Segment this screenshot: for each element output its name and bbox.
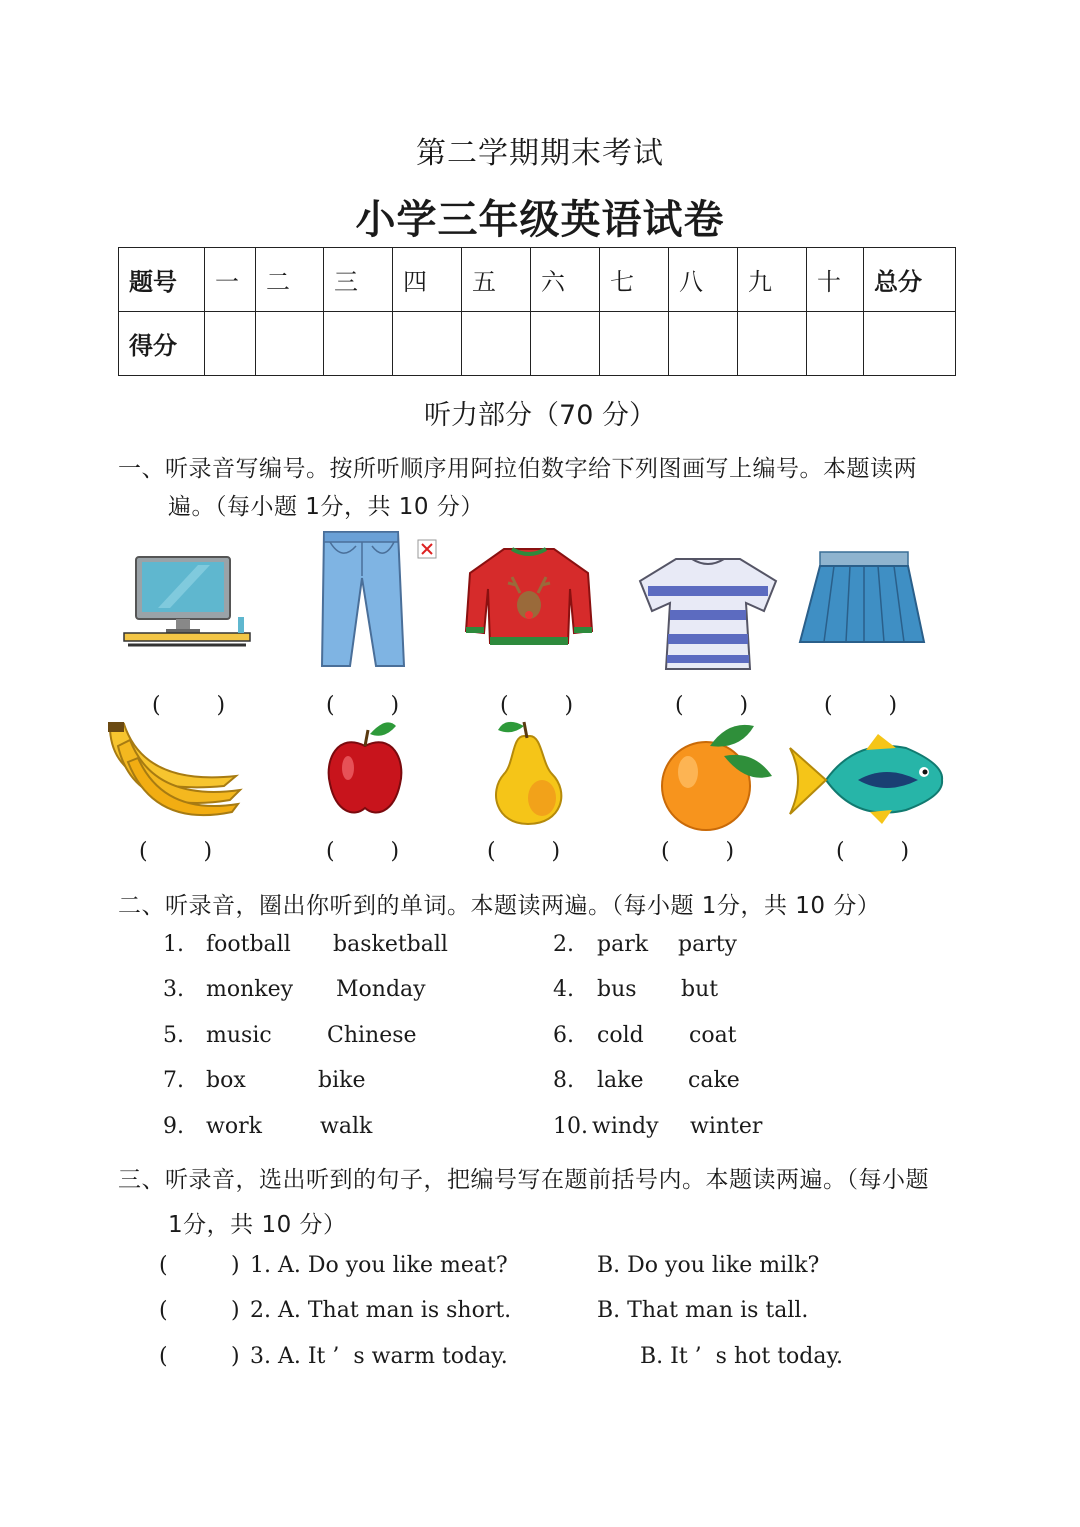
section1-instruction-line1: 一、听录音写编号。按所听顺序用阿拉伯数字给下列图画写上编号。本题读两 bbox=[118, 456, 917, 482]
s3-item1-close-paren[interactable]: ) bbox=[231, 1253, 240, 1278]
score-input-q10[interactable] bbox=[807, 312, 864, 376]
skirt-icon bbox=[796, 548, 928, 646]
apple-icon bbox=[324, 716, 406, 820]
s2-item3-word-b[interactable]: Monday bbox=[336, 977, 426, 1002]
fish-icon bbox=[786, 734, 946, 826]
score-cell-q7: 七 bbox=[600, 248, 669, 312]
s2-item8-word-b[interactable]: cake bbox=[688, 1068, 740, 1093]
score-cell-q8: 八 bbox=[669, 248, 738, 312]
s2-item10-num: 10. bbox=[553, 1114, 588, 1139]
s2-item1-num: 1. bbox=[163, 932, 184, 957]
score-input-q9[interactable] bbox=[738, 312, 807, 376]
s2-item1-word-b[interactable]: basketball bbox=[333, 932, 448, 957]
s2-item5-num: 5. bbox=[163, 1023, 184, 1048]
score-cell-label: 题号 bbox=[119, 248, 205, 312]
s3-item2-close-paren[interactable]: ) bbox=[231, 1298, 240, 1323]
score-input-q2[interactable] bbox=[256, 312, 324, 376]
s2-item3-num: 3. bbox=[163, 977, 184, 1002]
s2-item2-word-a[interactable]: park bbox=[597, 932, 649, 957]
section3-instruction-line1: 三、听录音，选出听到的句子，把编号写在题前括号内。本题读两遍。（每小题 bbox=[118, 1167, 929, 1193]
s2-item6-num: 6. bbox=[553, 1023, 574, 1048]
answer-blank-jeans[interactable]: ( ) bbox=[326, 693, 400, 718]
s3-item3-option-a: 3. A. It ’ s warm today. bbox=[250, 1344, 508, 1369]
banana-icon bbox=[104, 716, 246, 818]
score-input-q7[interactable] bbox=[600, 312, 669, 376]
score-cell-q9: 九 bbox=[738, 248, 807, 312]
computer-icon bbox=[118, 553, 254, 653]
orange-icon bbox=[658, 716, 776, 834]
section2-instruction: 二、听录音，圈出你听到的单词。本题读两遍。（每小题 1分，共 10 分） bbox=[118, 893, 881, 919]
score-cell-q5: 五 bbox=[462, 248, 531, 312]
score-cell-total: 总分 bbox=[864, 248, 956, 312]
s2-item6-word-b[interactable]: coat bbox=[689, 1023, 737, 1048]
answer-blank-computer[interactable]: ( ) bbox=[152, 693, 226, 718]
s2-item2-word-b[interactable]: party bbox=[678, 932, 737, 957]
section1-instruction-line2: 遍。（每小题 1分，共 10 分） bbox=[168, 494, 484, 520]
sweater-icon bbox=[460, 543, 598, 655]
s2-item8-word-a[interactable]: lake bbox=[597, 1068, 644, 1093]
s3-item1-option-a: 1. A. Do you like meat? bbox=[250, 1253, 508, 1278]
answer-blank-skirt[interactable]: ( ) bbox=[824, 693, 898, 718]
s2-item7-word-b[interactable]: bike bbox=[318, 1068, 366, 1093]
score-cell-q3: 三 bbox=[324, 248, 393, 312]
s2-item4-num: 4. bbox=[553, 977, 574, 1002]
exam-subtitle: 第二学期期末考试 bbox=[416, 136, 664, 171]
answer-blank-sweater[interactable]: ( ) bbox=[500, 693, 574, 718]
s3-item2-option-a: 2. A. That man is short. bbox=[250, 1298, 512, 1323]
s2-item1-word-a[interactable]: football bbox=[206, 932, 291, 957]
section3-instruction-line2: 1分，共 10 分） bbox=[168, 1212, 347, 1238]
s2-item10-word-a[interactable]: windy bbox=[592, 1114, 659, 1139]
score-input-q8[interactable] bbox=[669, 312, 738, 376]
s2-item9-word-a[interactable]: work bbox=[206, 1114, 262, 1139]
s2-item5-word-a[interactable]: music bbox=[206, 1023, 272, 1048]
score-cell-q2: 二 bbox=[256, 248, 324, 312]
score-input-q4[interactable] bbox=[393, 312, 462, 376]
jeans-icon bbox=[316, 528, 442, 670]
answer-blank-banana[interactable]: ( ) bbox=[139, 839, 213, 864]
score-table-header-row bbox=[119, 248, 956, 312]
score-input-total[interactable] bbox=[864, 312, 956, 376]
s3-item3-close-paren[interactable]: ) bbox=[231, 1344, 240, 1369]
score-cell-q1: 一 bbox=[205, 248, 256, 312]
s2-item2-num: 2. bbox=[553, 932, 574, 957]
score-input-q1[interactable] bbox=[205, 312, 256, 376]
score-cell-q4: 四 bbox=[393, 248, 462, 312]
answer-blank-tshirt[interactable]: ( ) bbox=[675, 693, 749, 718]
s3-item2-open-paren[interactable]: ( bbox=[159, 1298, 168, 1323]
score-table bbox=[118, 247, 956, 376]
answer-blank-pear[interactable]: ( ) bbox=[487, 839, 561, 864]
score-input-q3[interactable] bbox=[324, 312, 393, 376]
s3-item3-option-b: B. It ’ s hot today. bbox=[640, 1344, 843, 1369]
listening-section-title: 听力部分（70 分） bbox=[424, 400, 656, 431]
answer-blank-orange[interactable]: ( ) bbox=[661, 839, 735, 864]
s2-item4-word-a[interactable]: bus bbox=[597, 977, 637, 1002]
exam-title: 小学三年级英语试卷 bbox=[355, 197, 725, 243]
s2-item6-word-a[interactable]: cold bbox=[597, 1023, 644, 1048]
s2-item7-word-a[interactable]: box bbox=[206, 1068, 246, 1093]
score-cell-q10: 十 bbox=[807, 248, 864, 312]
score-input-q6[interactable] bbox=[531, 312, 600, 376]
s2-item7-num: 7. bbox=[163, 1068, 184, 1093]
s3-item1-open-paren[interactable]: ( bbox=[159, 1253, 168, 1278]
score-table-score-row bbox=[119, 312, 956, 376]
score-input-q5[interactable] bbox=[462, 312, 531, 376]
score-row-label: 得分 bbox=[119, 312, 205, 376]
s3-item3-open-paren[interactable]: ( bbox=[159, 1344, 168, 1369]
s2-item8-num: 8. bbox=[553, 1068, 574, 1093]
answer-blank-fish[interactable]: ( ) bbox=[836, 839, 910, 864]
s3-item1-option-b: B. Do you like milk? bbox=[597, 1253, 820, 1278]
s2-item5-word-b[interactable]: Chinese bbox=[327, 1023, 417, 1048]
score-cell-q6: 六 bbox=[531, 248, 600, 312]
s3-item2-option-b: B. That man is tall. bbox=[597, 1298, 809, 1323]
s2-item9-num: 9. bbox=[163, 1114, 184, 1139]
answer-blank-apple[interactable]: ( ) bbox=[326, 839, 400, 864]
s2-item9-word-b[interactable]: walk bbox=[320, 1114, 373, 1139]
s2-item3-word-a[interactable]: monkey bbox=[206, 977, 294, 1002]
pear-icon bbox=[484, 716, 574, 828]
tshirt-icon bbox=[636, 553, 780, 673]
s2-item4-word-b[interactable]: but bbox=[681, 977, 719, 1002]
s2-item10-word-b[interactable]: winter bbox=[690, 1114, 763, 1139]
